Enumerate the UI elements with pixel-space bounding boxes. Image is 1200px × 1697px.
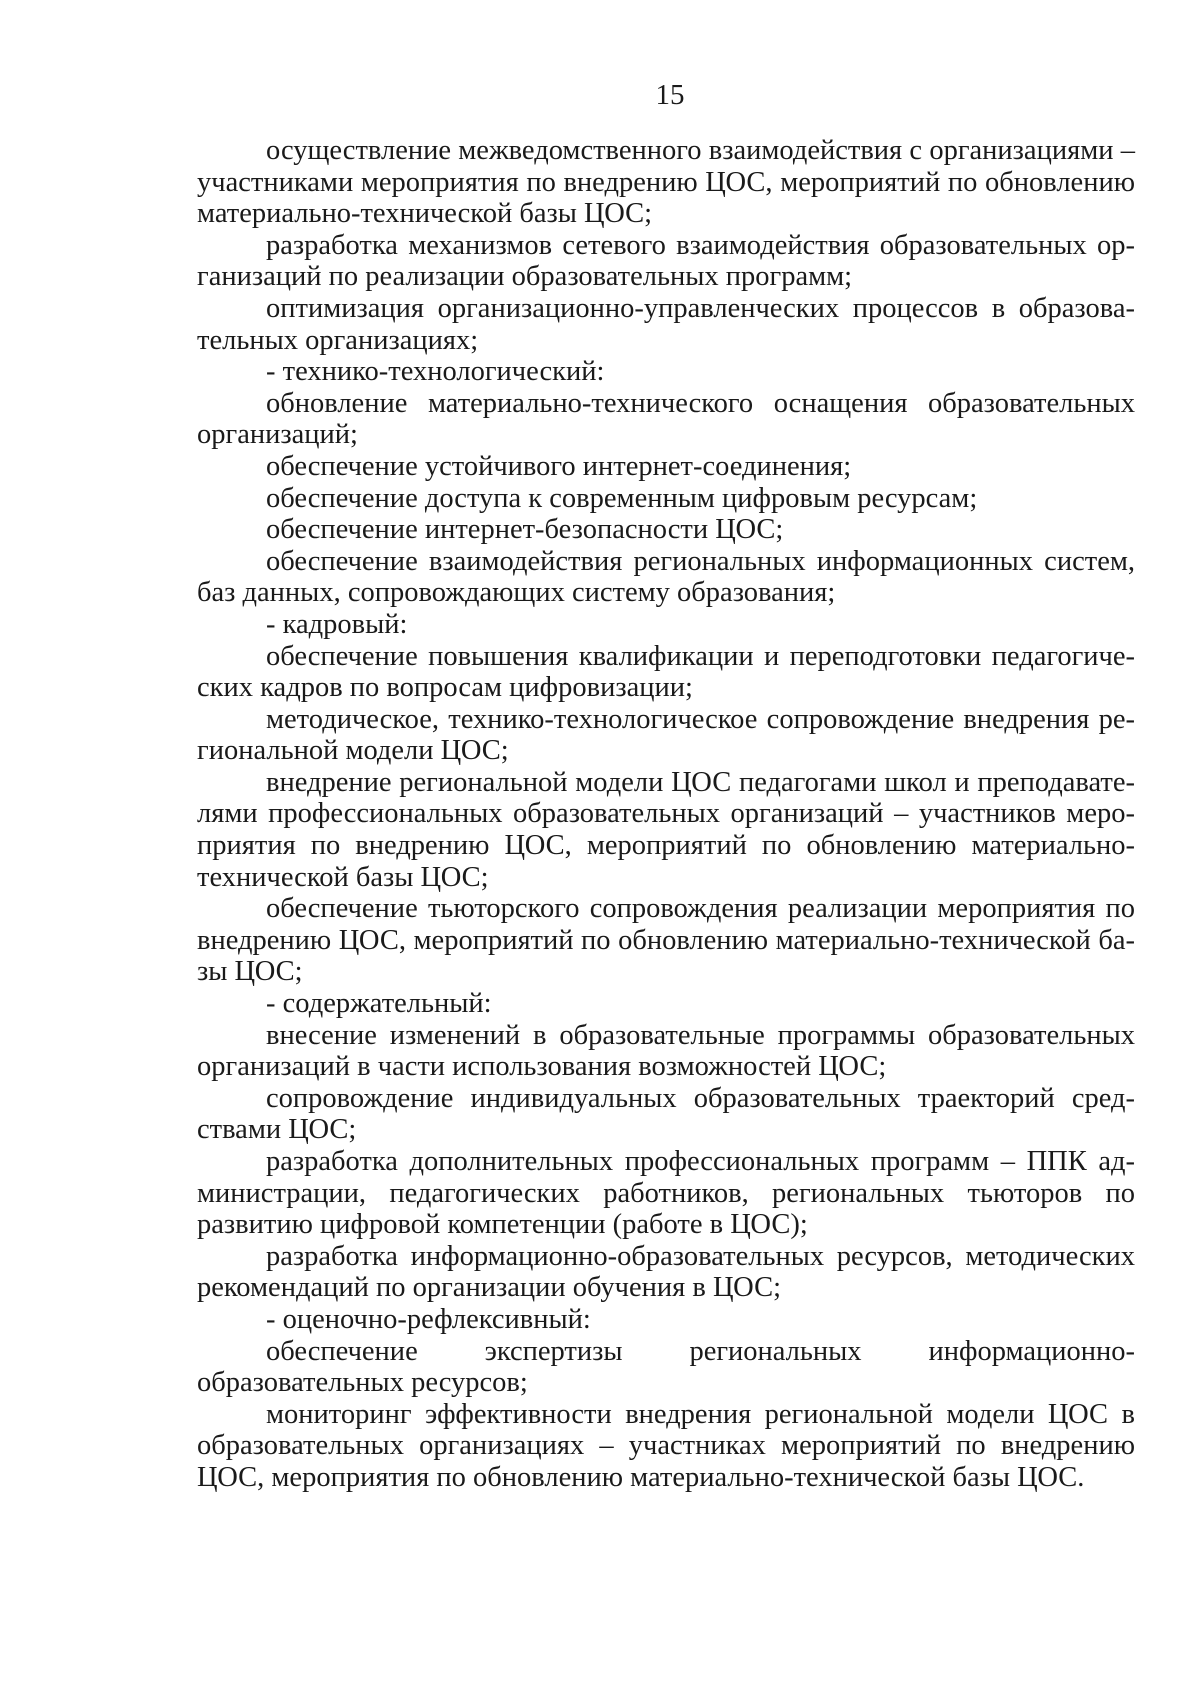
paragraph: сопровождение индивидуальных образовательных траекторий средствами ЦОС; (197, 1082, 1135, 1146)
section-heading: - содержательный: (266, 988, 492, 1020)
paragraph: обеспечение доступа к современным цифровым ресурсам; (266, 482, 978, 514)
page-number: 15 (655, 79, 685, 111)
paragraph: осуществление межведомственного взаимодействия с организациями – участниками мероприятия по внедрению ЦОС, мероприятий по обновлению материально-технической базы ЦОС; (197, 135, 1135, 230)
paragraph: разработка механизмов сетевого взаимодействия образовательных организаций по реализации образовательных программ; (197, 229, 1135, 293)
paragraph: обновление материально-технического оснащения образовательных организаций; (197, 387, 1135, 451)
paragraph: обеспечение повышения квалификации и переподготовки педагогических кадров по вопросам цифровизации; (197, 640, 1135, 704)
section-heading: - технико-технологический: (266, 356, 605, 388)
paragraph: методическое, технико-технологическое сопровождение внедрения региональной модели ЦОС; (197, 703, 1135, 767)
paragraph: разработка дополнительных профессиональных программ – ППК администрации, педагогических работников, региональных тьюторов по развитию цифровой компетенции (работе в ЦОС); (197, 1146, 1135, 1241)
paragraph: обеспечение интернет-безопасности ЦОС; (266, 514, 784, 546)
document-body (197, 135, 1135, 1494)
paragraph: обеспечение устойчивого интернет-соединения; (266, 450, 852, 482)
paragraph: внесение изменений в образовательные программы образовательных организаций в части использования возможностей ЦОС; (197, 1019, 1135, 1083)
paragraph: мониторинг эффективности внедрения региональной модели ЦОС в образовательных организациях – участниках мероприятий по внедрению ЦОС, мероприятия по обновлению материально-технической базы ЦОС. (197, 1398, 1135, 1493)
paragraph: обеспечение тьюторского сопровождения реализации мероприятия по внедрению ЦОС, мероприятий по обновлению материально-технической базы ЦОС; (197, 893, 1135, 988)
paragraph: внедрение региональной модели ЦОС педагогами школ и преподавателями профессиональных образовательных организаций – участников мероприятия по внедрению ЦОС, мероприятий по обновлению материально-технической базы ЦОС; (197, 766, 1135, 893)
paragraph: обеспечение экспертизы региональных информационно-образовательных ресурсов; (197, 1335, 1135, 1399)
paragraph: разработка информационно-образовательных ресурсов, методических рекомендаций по организации обучения в ЦОС; (197, 1240, 1135, 1304)
section-heading: - кадровый: (266, 608, 408, 640)
section-heading: - оценочно-рефлексивный: (266, 1303, 591, 1335)
paragraph: оптимизация организационно-управленческих процессов в образовательных организациях; (197, 292, 1135, 356)
paragraph: обеспечение взаимодействия региональных информационных систем, баз данных, сопровождающих систему образования; (197, 545, 1135, 609)
